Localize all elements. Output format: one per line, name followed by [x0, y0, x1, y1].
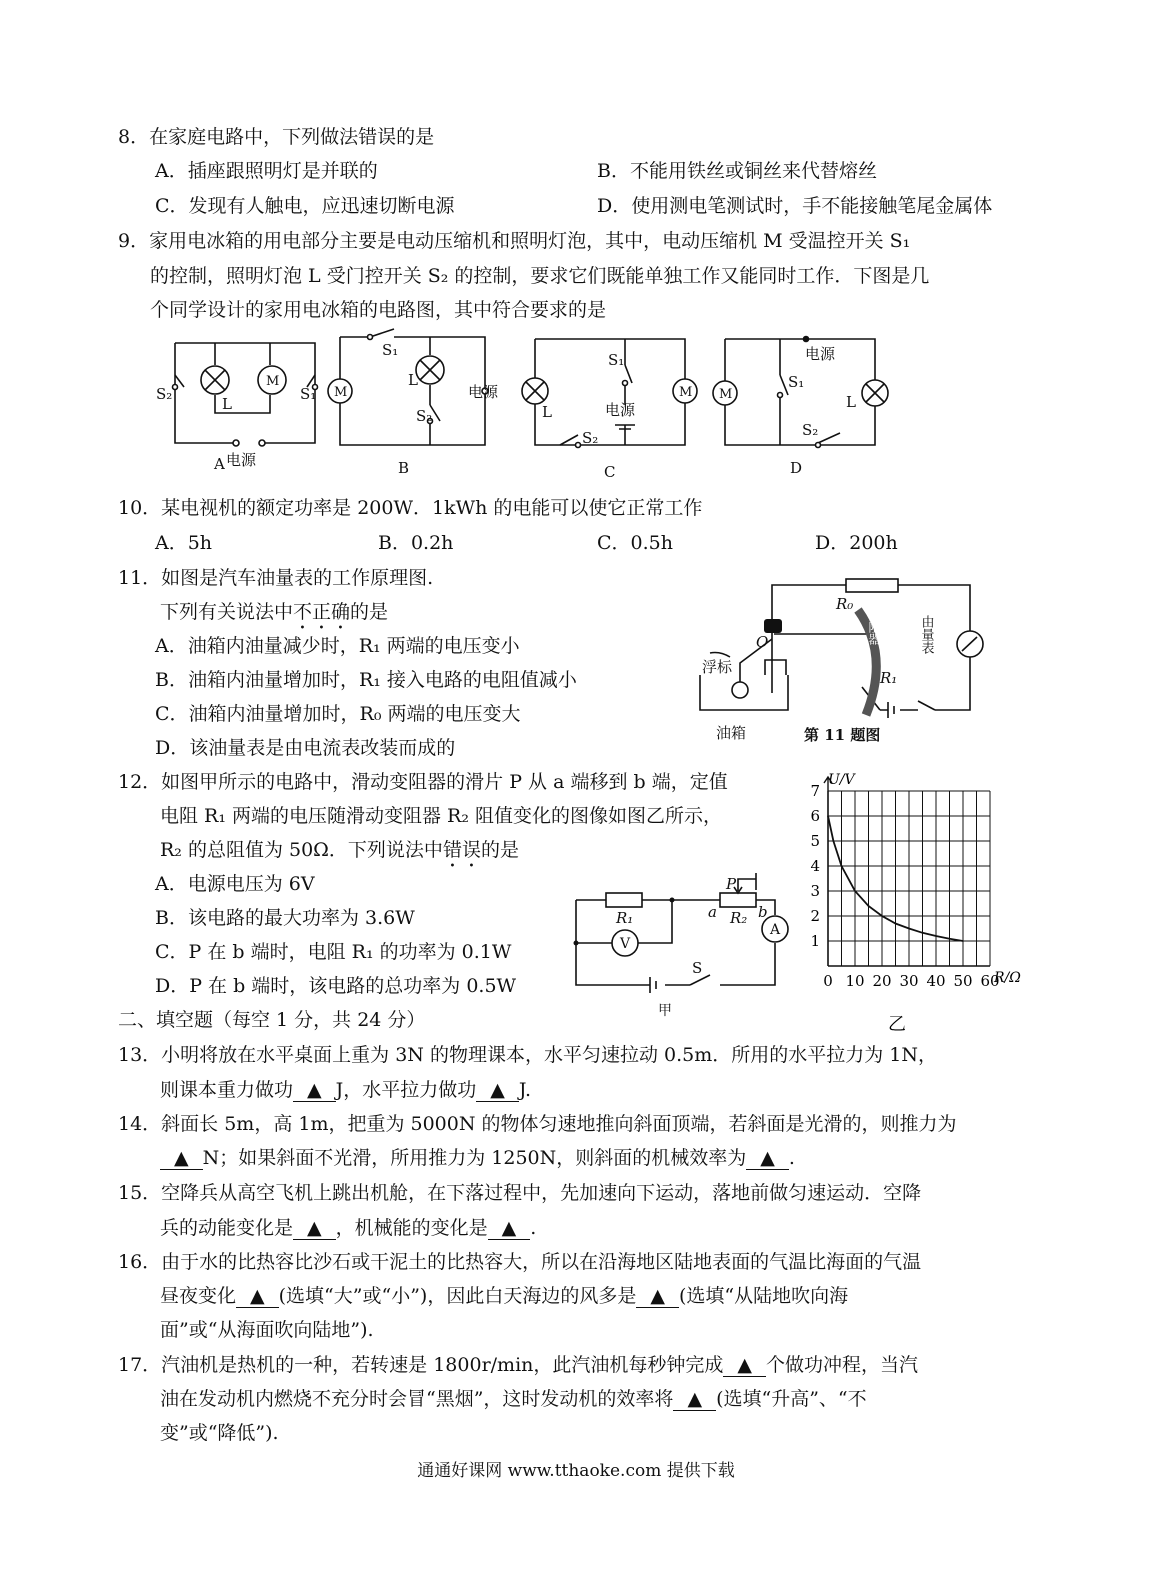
q12-voltmeter-label: V [620, 936, 631, 952]
chart-caption: 乙 [888, 1014, 906, 1035]
q12-ammeter-label: A [770, 922, 781, 938]
q8-stem: 8．在家庭电路中，下列做法错误的是 [118, 126, 435, 148]
d-s1-label: S₁ [788, 373, 805, 391]
q12-a-end-label: a [708, 903, 717, 921]
q11-gauge-label: 由量表 [918, 615, 934, 654]
q12-r2-label: R₂ [730, 909, 748, 927]
q14-line-1: 14．斜面长 5m，高 1m，把重为 5000N 的物体匀速地推向斜面顶端，若斜面是光滑的，则推力为 [118, 1113, 957, 1135]
page-footer: 通通好课网 www.tthaoke.com 提供下载 [417, 1461, 735, 1481]
q9-circuit-diagrams [150, 325, 900, 485]
q11-figure [690, 575, 990, 750]
q9-line-3: 个同学设计的家用电冰箱的电路图，其中符合要求的是 [150, 299, 607, 321]
q12-r1-label: R₁ [616, 909, 634, 927]
a-m-label: M [266, 374, 280, 389]
a-power-label: 电源 [226, 451, 257, 469]
q15-line-1: 15．空降兵从高空飞机上跳出机舱，在下落过程中，先加速向下运动，落地前做匀速运动．空降 [118, 1182, 922, 1204]
q17-line-3: 变”或“降低”). [160, 1422, 279, 1444]
q12-option-c: C．P 在 b 端时，电阻 R₁ 的功率为 0.1W [155, 941, 512, 963]
answer-blank[interactable]: ▲ [293, 1079, 336, 1102]
d-l-label: L [846, 393, 856, 411]
chart-grid [824, 777, 990, 966]
d-s2-label: S₂ [802, 421, 819, 439]
q16-line-2: 昼夜变化 ▲ (选填“大”或“小”)，因此白天海边的风多是 ▲ (选填“从陆地吹向海 [160, 1285, 849, 1307]
q10-stem: 10．某电视机的额定功率是 200W．1kWh 的电能可以使它正常工作 [118, 497, 703, 519]
q12-p-label: P [726, 875, 737, 893]
d-caption: D [790, 459, 803, 477]
q10-option-c: C．0.5h [597, 532, 673, 554]
circuit-d [713, 337, 888, 448]
q11-rheostat-label: 变阻器 [867, 609, 881, 645]
q11-caption: 第 11 题图 [804, 726, 881, 744]
c-power-label: 电源 [605, 401, 636, 419]
answer-blank[interactable]: ▲ [636, 1285, 679, 1308]
b-power-label: 电源 [468, 383, 499, 401]
q11-option-a: A．油箱内油量减少时，R₁ 两端的电压变小 [155, 635, 520, 657]
q8-option-d: D．使用测电笔测试时，手不能接触笔尾金属体 [597, 195, 993, 217]
a-l-label: L [222, 395, 232, 413]
chart-y-tick-label: 2 [810, 907, 820, 925]
chart-x-tick-label: 30 [899, 972, 919, 990]
chart-x-tick-label: 0 [823, 972, 833, 990]
answer-blank[interactable]: ▲ [236, 1285, 279, 1308]
answer-blank[interactable]: ▲ [293, 1217, 336, 1240]
q12-line-1: 12．如图甲所示的电路中，滑动变阻器的滑片 P 从 a 端移到 b 端，定值 [118, 771, 728, 793]
c-s1-label: S₁ [608, 351, 625, 369]
q9-line-1: 9．家用电冰箱的用电部分主要是电动压缩机和照明灯泡，其中，电动压缩机 M 受温控开关 S₁ [118, 230, 911, 252]
q16-line-1: 16．由于水的比热容比沙石或干泥土的比热容大，所以在沿海地区陆地表面的气温比海面的气温 [118, 1251, 922, 1273]
q12-s-label: S [692, 959, 703, 977]
q8-option-a: A．插座跟照明灯是并联的 [155, 160, 378, 182]
d-power-label: 电源 [805, 345, 836, 363]
answer-blank[interactable]: ▲ [723, 1354, 766, 1377]
q11-option-d: D．该油量表是由电流表改装而成的 [155, 737, 456, 759]
chart-y-tick-label: 4 [810, 857, 820, 875]
q11-emphasis: 不正确 [293, 601, 351, 623]
d-m-label: M [719, 387, 733, 402]
q16-line-3: 面”或“从海面吹向陆地”). [160, 1319, 374, 1341]
q12-chart-yi [800, 768, 1040, 1038]
q12-option-a: A．电源电压为 6V [155, 873, 315, 895]
q10-option-a: A．5h [155, 532, 213, 554]
chart-x-axis-label: R/Ω [994, 970, 1021, 986]
q12-b-end-label: b [758, 903, 768, 921]
chart-x-tick-label: 40 [926, 972, 946, 990]
c-caption: C [604, 463, 616, 481]
b-s2-label: S₂ [416, 407, 433, 425]
q12-option-d: D．P 在 b 端时，该电路的总功率为 0.5W [155, 975, 517, 997]
q14-line-2: ▲ N；如果斜面不光滑，所用推力为 1250N，则斜面的机械效率为 ▲ . [160, 1143, 795, 1173]
q12-emphasis: 错误 [442, 839, 481, 861]
q11-option-c: C．油箱内油量增加时，R₀ 两端的电压变大 [155, 703, 521, 725]
chart-y-axis-label: U/V [828, 772, 855, 788]
q12-line-3: R₂ 的总阻值为 50Ω．下列说法中错误的是 [160, 839, 519, 861]
q8-option-c: C．发现有人触电，应迅速切断电源 [155, 195, 455, 217]
c-m-label: M [679, 385, 693, 400]
q13-line-1: 13．小明将放在水平桌面上重为 3N 的物理课本，水平匀速拉动 0.5m．所用的水平拉力为 1N， [118, 1044, 937, 1066]
q12-line-2: 电阻 R₁ 两端的电压随滑动变阻器 R₂ 阻值变化的图像如图乙所示， [160, 805, 723, 827]
chart-y-tick-label: 3 [810, 882, 820, 900]
answer-blank[interactable]: ▲ [746, 1147, 789, 1170]
a-s1-label: S₁ [300, 385, 317, 403]
q11-tank-label: 油箱 [716, 724, 747, 742]
chart-y-tick-label: 5 [810, 832, 820, 850]
chart-x-tick-label: 20 [872, 972, 892, 990]
c-s2-label: S₂ [582, 429, 599, 447]
a-s2-label: S₂ [156, 385, 173, 403]
q10-option-d: D．200h [815, 532, 898, 554]
answer-blank[interactable]: ▲ [160, 1147, 203, 1170]
answer-blank[interactable]: ▲ [476, 1079, 519, 1102]
q9-line-2: 的控制，照明灯泡 L 受门控开关 S₂ 的控制，要求它们既能单独工作又能同时工作．下图是几 [150, 265, 930, 287]
q8-option-b: B．不能用铁丝或铜丝来代替熔丝 [597, 160, 877, 182]
chart-x-tick-label: 10 [845, 972, 865, 990]
chart-x-tick-label: 60 [980, 972, 1000, 990]
q11-r0-label: R₀ [836, 595, 854, 613]
q11-stem-1: 11．如图是汽车油量表的工作原理图. [118, 567, 434, 589]
b-m-label: M [334, 385, 348, 400]
c-l-label: L [542, 403, 552, 421]
q15-line-2: 兵的动能变化是 ▲ ，机械能的变化是 ▲ . [160, 1217, 537, 1239]
q11-stem-2: 下列有关说法中不正确的是 [160, 601, 389, 623]
q12-circuit-jia [570, 865, 795, 1025]
q11-r1-label: R₁ [880, 669, 898, 687]
b-caption: B [398, 459, 410, 477]
q11-float-label: 浮标 [702, 658, 733, 676]
q11-o-label: O [756, 633, 769, 651]
answer-blank[interactable]: ▲ [488, 1217, 531, 1240]
circuit-a [173, 343, 318, 446]
section-2-title: 二、填空题（每空 1 分，共 24 分） [118, 1009, 426, 1031]
q10-option-b: B．0.2h [378, 532, 454, 554]
chart-y-tick-label: 1 [810, 932, 820, 950]
q12-jia-caption: 甲 [658, 1003, 672, 1019]
a-caption: A [214, 455, 225, 473]
chart-ticks [810, 782, 999, 990]
q17-line-2: 油在发动机内燃烧不充分时会冒“黑烟”，这时发动机的效率将 ▲ (选填“升高”、“不 [160, 1388, 867, 1410]
b-l-label: L [408, 371, 418, 389]
chart-x-tick-label: 50 [953, 972, 973, 990]
q13-line-2: 则课本重力做功 ▲ J，水平拉力做功 ▲ J. [160, 1079, 532, 1101]
chart-y-tick-label: 6 [810, 807, 820, 825]
answer-blank[interactable]: ▲ [673, 1388, 716, 1411]
chart-y-tick-label: 7 [810, 782, 820, 800]
b-s1-label: S₁ [382, 341, 399, 359]
q12-option-b: B．该电路的最大功率为 3.6W [155, 907, 415, 929]
q17-line-1: 17．汽油机是热机的一种，若转速是 1800r/min，此汽油机每秒钟完成 ▲ 个做功冲程，当汽 [118, 1354, 919, 1376]
q11-option-b: B．油箱内油量增加时，R₁ 接入电路的电阻值减小 [155, 669, 577, 691]
